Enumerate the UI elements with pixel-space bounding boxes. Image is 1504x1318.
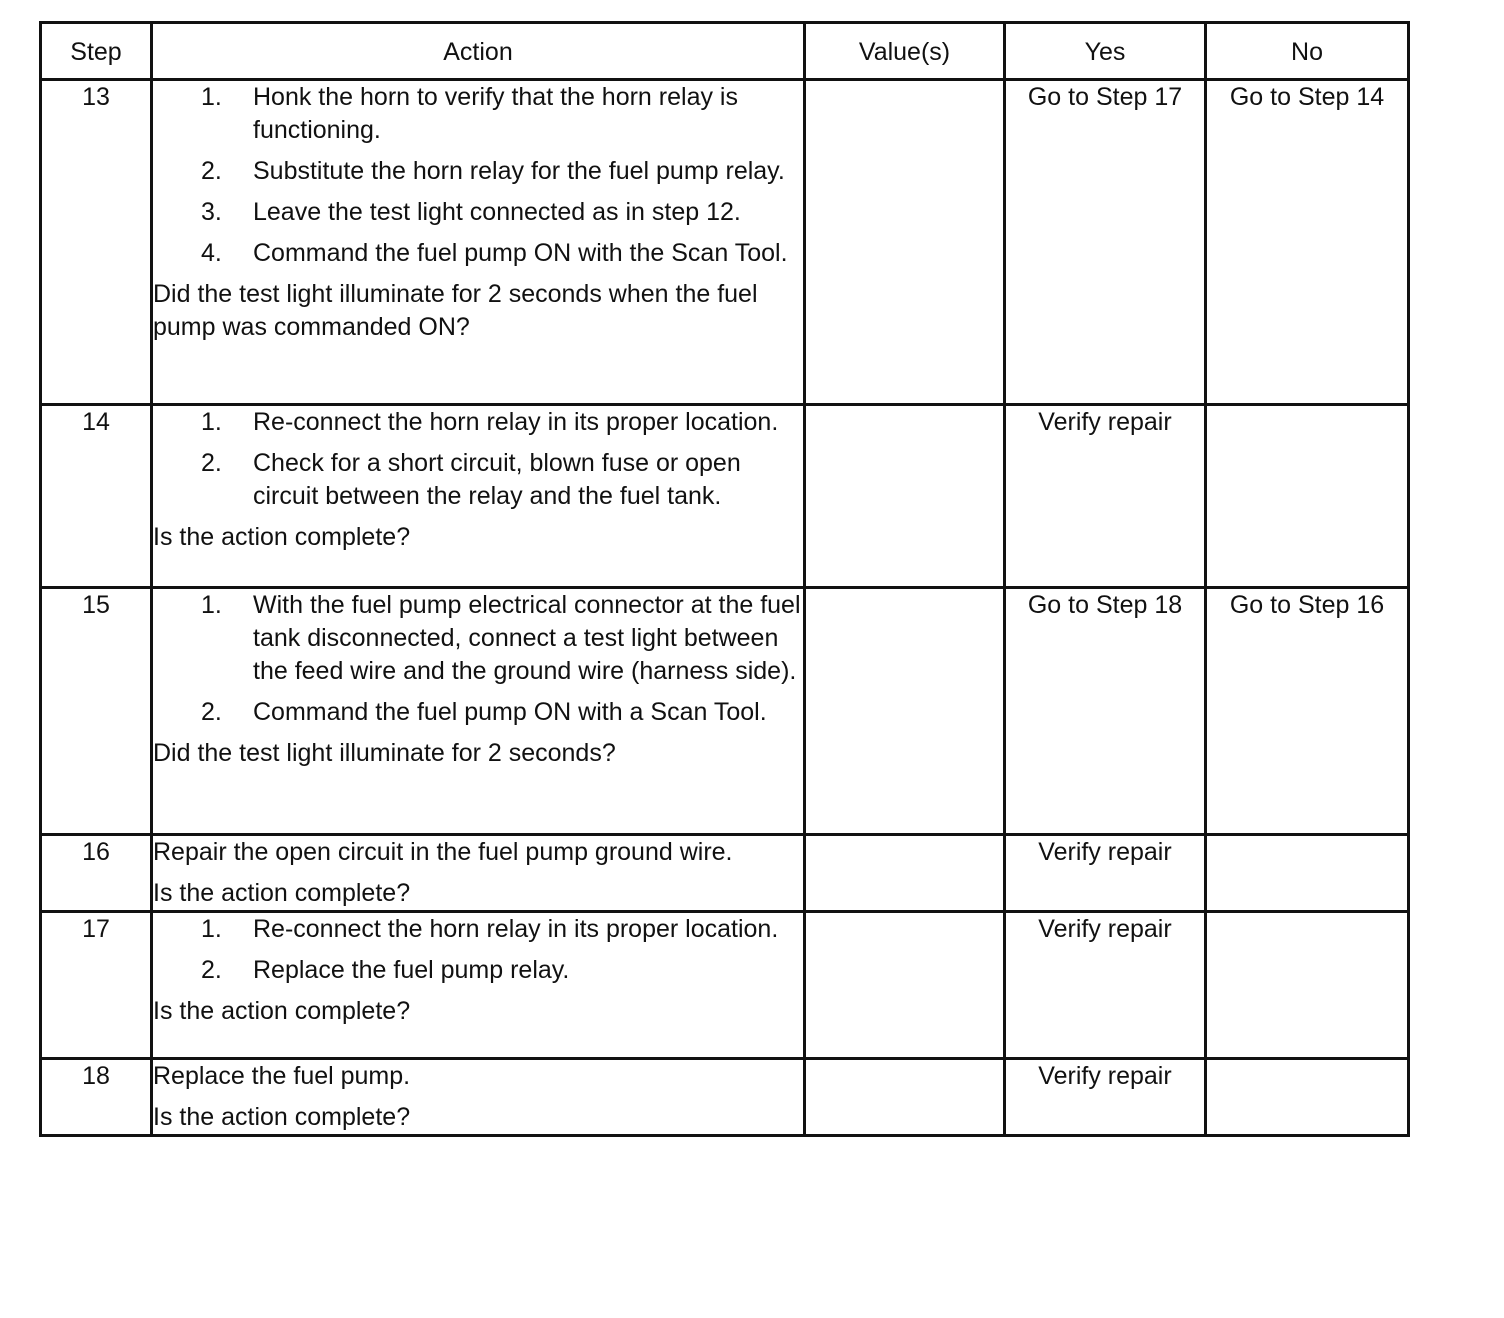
list-item: [153, 81, 803, 147]
no-cell: [1206, 1059, 1409, 1136]
header-no: No: [1206, 23, 1409, 80]
value-cell: [805, 912, 1005, 1059]
list-item: [153, 155, 803, 188]
action-list: [153, 589, 803, 729]
list-number: 2.: [201, 956, 222, 984]
step-number: 18: [41, 1059, 152, 1136]
list-text: Re-connect the horn relay in its proper location.: [253, 915, 779, 943]
yes-cell: Verify repair: [1005, 405, 1206, 588]
yes-cell: Verify repair: [1005, 912, 1206, 1059]
table-row: [41, 588, 1409, 835]
header-step: Step: [41, 23, 152, 80]
table-row: [41, 912, 1409, 1059]
list-item: [153, 237, 803, 270]
list-item: [153, 589, 803, 688]
list-number: 1.: [201, 83, 222, 111]
action-cell: [152, 912, 805, 1059]
action-cell: [152, 588, 805, 835]
header-yes: Yes: [1005, 23, 1206, 80]
action-list: [153, 406, 803, 513]
no-cell: Go to Step 14: [1206, 80, 1409, 405]
list-item: [153, 913, 803, 946]
list-item: [153, 954, 803, 987]
yes-cell: Go to Step 18: [1005, 588, 1206, 835]
action-cell: [152, 80, 805, 405]
question-text: Is the action complete?: [153, 523, 411, 551]
list-number: 2.: [201, 698, 222, 726]
list-number: 1.: [201, 408, 222, 436]
question-text: Is the action complete?: [153, 879, 411, 907]
list-text: Leave the test light connected as in step 12.: [253, 198, 741, 226]
list-text: Re-connect the horn relay in its proper location.: [253, 408, 779, 436]
step-number: 14: [41, 405, 152, 588]
list-item: [153, 447, 803, 513]
instruction-text: Replace the fuel pump.: [153, 1062, 411, 1090]
list-text: Substitute the horn relay for the fuel pump relay.: [253, 157, 785, 185]
value-cell: [805, 1059, 1005, 1136]
action-cell: [152, 835, 805, 912]
table-row: [41, 835, 1409, 912]
list-number: 3.: [201, 198, 222, 226]
step-number: 16: [41, 835, 152, 912]
yes-cell: Verify repair: [1005, 1059, 1206, 1136]
list-number: 1.: [201, 591, 222, 619]
list-number: 2.: [201, 157, 222, 185]
no-cell: Go to Step 16: [1206, 588, 1409, 835]
no-cell: [1206, 912, 1409, 1059]
list-text: Honk the horn to verify that the horn relay is functioning.: [253, 83, 738, 144]
list-text: Command the fuel pump ON with the Scan Tool.: [253, 239, 788, 267]
list-text: Replace the fuel pump relay.: [253, 956, 570, 984]
table-row: [41, 80, 1409, 405]
list-item: [153, 696, 803, 729]
list-text: With the fuel pump electrical connector at the fuel tank disconnected, connect a test light between the feed wire and the ground wire (harness side).: [253, 591, 801, 685]
step-number: 17: [41, 912, 152, 1059]
action-list: [153, 913, 803, 987]
action-cell: [152, 1059, 805, 1136]
question-text: Is the action complete?: [153, 997, 411, 1025]
list-number: 2.: [201, 449, 222, 477]
value-cell: [805, 588, 1005, 835]
header-values: Value(s): [805, 23, 1005, 80]
step-number: 13: [41, 80, 152, 405]
value-cell: [805, 835, 1005, 912]
instruction-text: Repair the open circuit in the fuel pump ground wire.: [153, 838, 733, 866]
list-item: [153, 196, 803, 229]
yes-cell: Verify repair: [1005, 835, 1206, 912]
list-item: [153, 406, 803, 439]
diagnostic-table: [39, 21, 1410, 1137]
question-text: Did the test light illuminate for 2 seconds when the fuel pump was commanded ON?: [153, 280, 758, 341]
list-number: 4.: [201, 239, 222, 267]
question-text: Did the test light illuminate for 2 seconds?: [153, 739, 616, 767]
header-action: Action: [152, 23, 805, 80]
action-list: [153, 81, 803, 270]
list-text: Check for a short circuit, blown fuse or open circuit between the relay and the fuel tank.: [253, 449, 741, 510]
question-text: Is the action complete?: [153, 1103, 411, 1131]
table-row: [41, 405, 1409, 588]
step-number: 15: [41, 588, 152, 835]
yes-cell: Go to Step 17: [1005, 80, 1206, 405]
no-cell: [1206, 835, 1409, 912]
action-cell: [152, 405, 805, 588]
value-cell: [805, 80, 1005, 405]
header-row: [41, 23, 1409, 80]
list-number: 1.: [201, 915, 222, 943]
value-cell: [805, 405, 1005, 588]
no-cell: [1206, 405, 1409, 588]
table-row: [41, 1059, 1409, 1136]
list-text: Command the fuel pump ON with a Scan Tool.: [253, 698, 767, 726]
